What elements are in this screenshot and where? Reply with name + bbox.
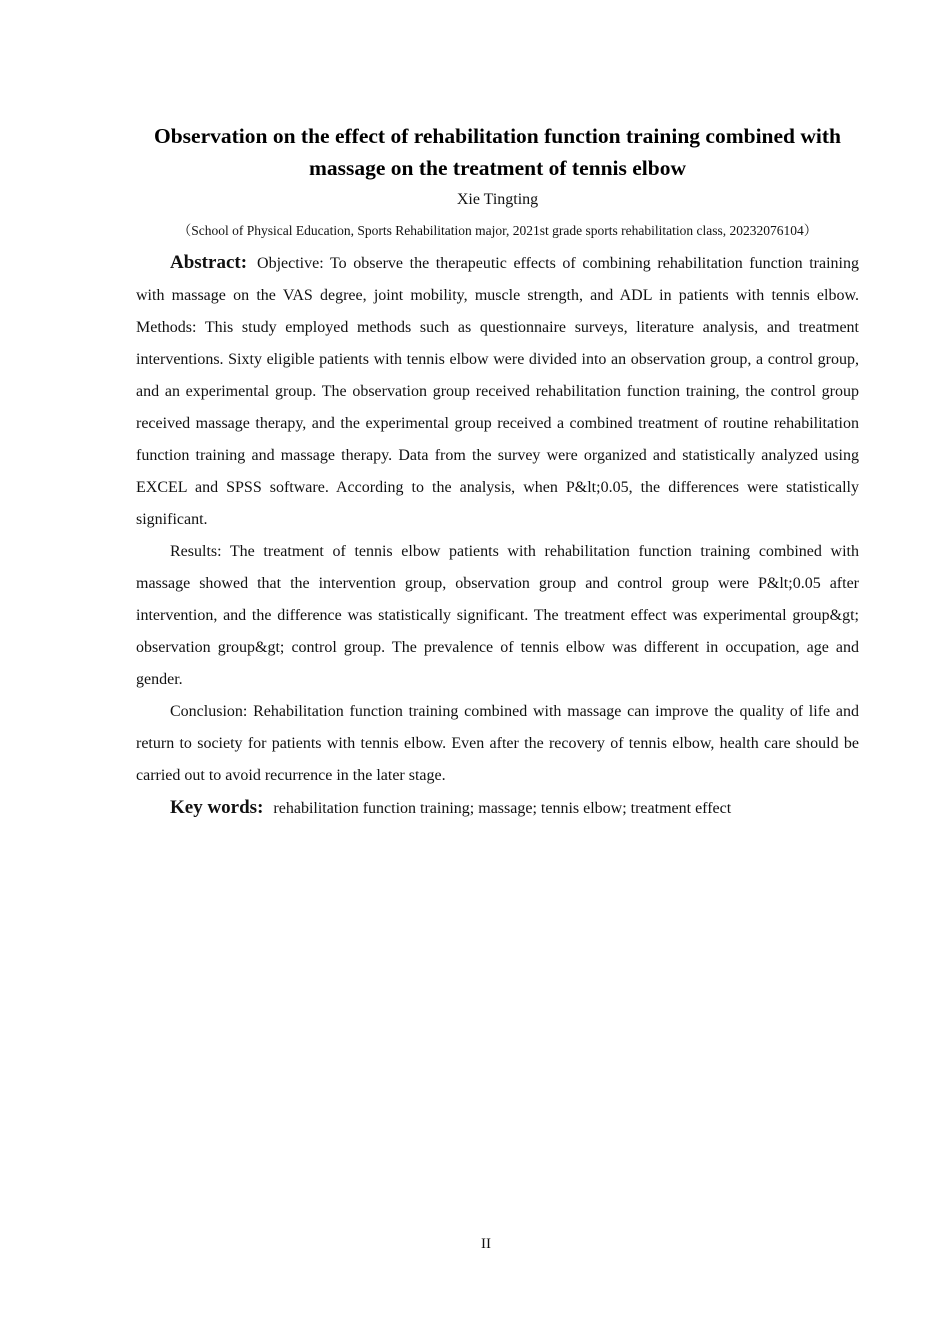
keywords-text: rehabilitation function training; massage; tennis elbow; treatment effect [273, 800, 732, 817]
paper-title: Observation on the effect of rehabilitation function training combined with massage on the treatment of tennis elbow [154, 124, 841, 180]
author-affiliation: （School of Physical Education, Sports Rehabilitation major, 2021st grade sports rehabilitation class, 20232076104） [177, 223, 818, 238]
abstract-label: Abstract: [170, 252, 248, 273]
keywords-line [136, 792, 859, 825]
abstract-conclusion-paragraph: Conclusion: Rehabilitation function training combined with massage can improve the quality of life and return to society for patients with tennis elbow. Even after the recovery of tennis elbow, health care should be carried out to avoid recurrence in the later stage. [136, 703, 859, 784]
abstract-results-paragraph: Results: The treatment of tennis elbow patients with rehabilitation function training combined with massage showed that the intervention group, observation group and control group were P&lt;0.05 after intervention, and the difference was statistically significant. The treatment effect was experimental group&gt; observation group&gt; control group. The prevalence of tennis elbow was different in occupation, age and gender. [136, 543, 859, 688]
abstract-paragraph [136, 247, 859, 536]
author-name: Xie Tingting [456, 191, 539, 208]
page-number: II [481, 1236, 491, 1252]
document-page [136, 120, 859, 825]
keywords-label: Key words: [170, 797, 264, 818]
abstract-objective-methods: Objective: To observe the therapeutic effects of combining rehabilitation function training with massage on the VAS degree, joint mobility, muscle strength, and ADL in patients with tennis elbow. Methods: This study employed methods such as questionnaire surveys, literature analysis, and treatment interventions. Sixty eligible patients with tennis elbow were divided into an observation group, a control group, and an experimental group. The observation group received rehabilitation function training, the control group received massage therapy, and the experimental group received a combined treatment of routine rehabilitation function training and massage therapy. Data from the survey were organized and statistically analyzed using EXCEL and SPSS software. According to the analysis, when P&lt;0.05, the differences were statistically significant. [136, 255, 859, 528]
